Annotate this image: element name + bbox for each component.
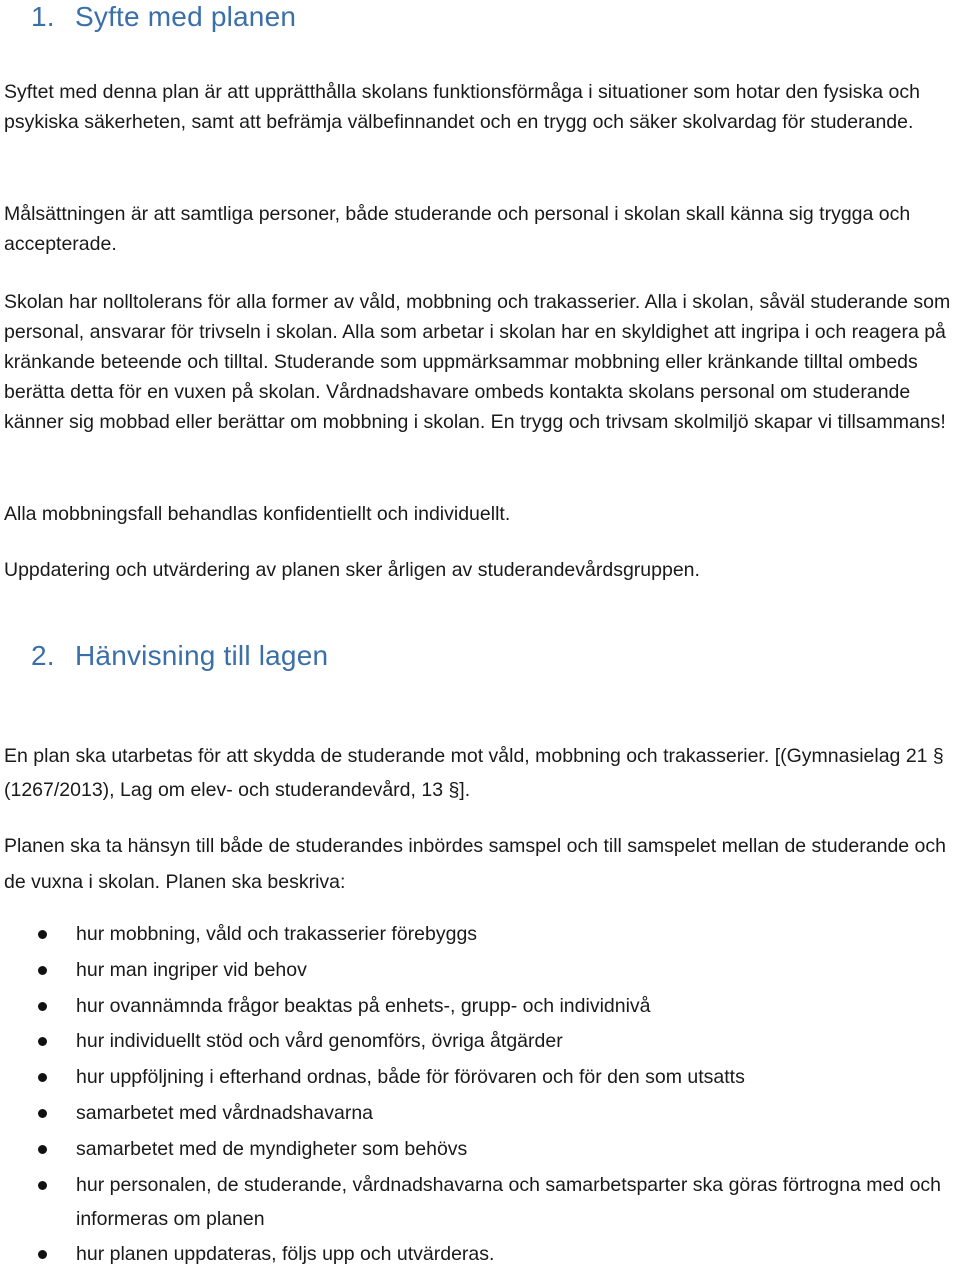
bullet-icon: [38, 1145, 47, 1154]
bullet-icon: [38, 1002, 47, 1011]
list-item: [0, 1237, 956, 1271]
section-1-number: 1.: [31, 1, 55, 32]
bullet-icon: [38, 1073, 47, 1082]
plan-scope-paragraph: Planen ska ta hänsyn till både de studerandes inbördes samspel och till samspelet mellan de studerande och de vuxna i skolan. Planen ska beskriva:: [4, 835, 946, 893]
zero-tolerance-paragraph: Skolan har nolltolerans för alla former av våld, mobbning och trakasserier. Alla i skolan, såväl studerande som personal, ansvarar för trivseln i skolan. Alla som arbetar i skolan har en skyldighet att ingripa i och reagera på kränkande beteende och tilltal. Studerande som uppmärksammar mobbning eller kränkande tilltal ombeds berätta detta för en vuxen på skolan. Vårdnadshavare ombeds kontakta skolans personal om studerande känner sig mobbad eller berättar om mobbning i skolan. En trygg och trivsam skolmiljö skapar vi tillsammans!: [4, 291, 951, 433]
list-item: [0, 1132, 956, 1166]
law-paragraph: En plan ska utarbetas för att skydda de studerande mot våld, mobbning och trakasserier. [(Gymnasielag 21 § (1267/2013), Lag om elev- och studerandevård, 13 §].: [4, 745, 944, 801]
bullet-icon: [38, 966, 47, 975]
list-item-text: hur personalen, de studerande, vårdnadshavarna och samarbetsparter ska göras förtrogna med och informeras om planen: [76, 1173, 942, 1230]
bullet-icon: [38, 1250, 47, 1259]
bullet-icon: [38, 930, 47, 939]
list-item-text: hur planen uppdateras, följs upp och utvärderas.: [76, 1243, 495, 1266]
list-item: [0, 1168, 956, 1236]
section-1-heading: [31, 1, 296, 33]
bullet-icon: [38, 1109, 47, 1118]
section-2-heading: [31, 640, 328, 672]
list-item: [0, 1024, 956, 1058]
list-item-text: hur ovannämnda frågor beaktas på enhets-, grupp- och individnivå: [76, 994, 651, 1017]
section-1-title: Syfte med planen: [75, 1, 297, 32]
list-item: [0, 917, 956, 951]
list-item-text: hur man ingriper vid behov: [76, 958, 307, 981]
section-2-number: 2.: [31, 640, 55, 671]
list-item: [0, 1096, 956, 1130]
list-item-text: samarbetet med vårdnadshavarna: [76, 1101, 374, 1124]
goal-paragraph: Målsättningen är att samtliga personer, både studerande och personal i skolan skall känna sig trygga och accepterade.: [4, 203, 911, 255]
list-item-text: hur mobbning, våld och trakasserier förebyggs: [76, 923, 478, 945]
purpose-paragraph: Syftet med denna plan är att upprätthålla skolans funktionsförmåga i situationer som hotar den fysiska och psykiska säkerheten, samt att befrämja välbefinnandet och en trygg och säker skolvardag för studerande.: [4, 81, 920, 133]
list-item-text: samarbetet med de myndigheter som behövs: [76, 1137, 468, 1160]
bullet-icon: [38, 1037, 47, 1046]
list-item-text: hur uppföljning i efterhand ordnas, både för förövaren och för den som utsatts: [76, 1066, 745, 1089]
list-item: [0, 1060, 956, 1094]
update-paragraph: Uppdatering och utvärdering av planen sker årligen av studerandevårdsgruppen.: [4, 559, 700, 581]
list-item-text: hur individuellt stöd och vård genomförs, övriga åtgärder: [76, 1030, 563, 1053]
bullet-icon: [38, 1181, 47, 1190]
confidential-paragraph: Alla mobbningsfall behandlas konfidentiellt och individuellt.: [4, 503, 511, 525]
list-item: [0, 953, 956, 987]
plan-content-list: [0, 917, 956, 1273]
section-2-title: Hänvisning till lagen: [75, 640, 329, 671]
list-item: [0, 989, 956, 1023]
